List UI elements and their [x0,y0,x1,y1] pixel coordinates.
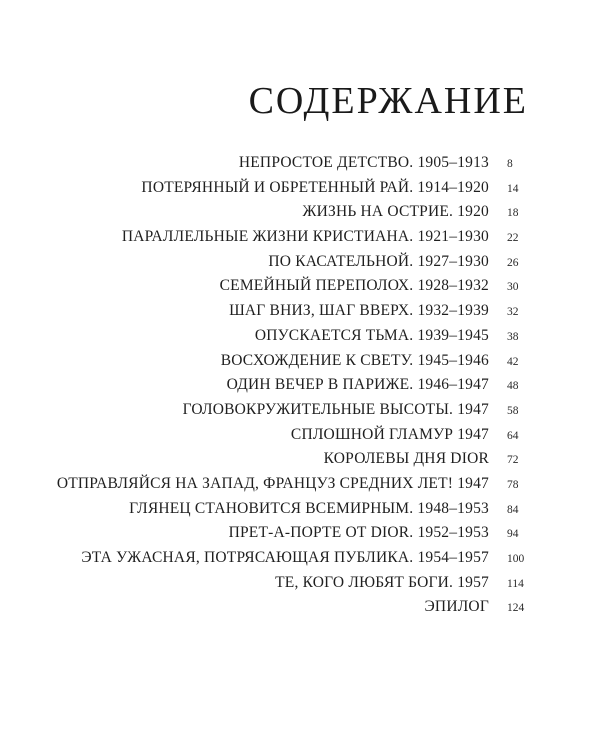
toc-entry-title: ПОТЕРЯННЫЙ И ОБРЕТЕННЫЙ РАЙ. 1914–1920 [141,178,489,196]
toc-entry-title: СПЛОШНОЙ ГЛАМУР 1947 [290,425,489,443]
toc-entry [0,497,600,522]
page-title: СОДЕРЖАНИЕ [248,80,528,122]
toc-entry-page-number: 18 [507,207,519,220]
table-of-contents [0,151,600,620]
toc-entry-page-number: 114 [507,577,524,590]
toc-entry-page-number: 78 [507,478,519,491]
toc-entry-page-number: 58 [507,404,519,417]
toc-entry-title: СЕМЕЙНЫЙ ПЕРЕПОЛОХ. 1928–1932 [219,277,489,295]
toc-entry-page-number: 22 [507,232,519,245]
toc-entry [0,447,600,472]
toc-entry-page-number: 30 [507,281,519,294]
toc-entry-title: ШАГ ВНИЗ, ШАГ ВВЕРХ. 1932–1939 [229,302,489,320]
toc-entry-title: ГОЛОВОКРУЖИТЕЛЬНЫЕ ВЫСОТЫ. 1947 [182,400,489,418]
toc-entry-title: ЭТА УЖАСНАЯ, ПОТРЯСАЮЩАЯ ПУБЛИКА. 1954–1957 [81,549,489,566]
toc-entry [0,595,600,620]
toc-entry-title: ЖИЗНЬ НА ОСТРИЕ. 1920 [302,203,489,221]
toc-entry-title: ЭПИЛОГ [424,598,489,616]
toc-entry [0,151,600,176]
toc-entry-page-number: 84 [507,503,519,516]
toc-entry-page-number: 42 [507,355,519,368]
toc-entry [0,546,600,571]
toc-entry-title: ОТПРАВЛЯЙСЯ НА ЗАПАД, ФРАНЦУЗ СРЕДНИХ ЛЕТ! 1947 [56,474,489,492]
toc-entry-title: ВОСХОЖДЕНИЕ К СВЕТУ. 1945–1946 [220,351,489,369]
toc-entry-page-number: 64 [507,429,519,442]
toc-entry [0,225,600,250]
toc-entry [0,274,600,299]
toc-entry [0,571,600,596]
toc-entry [0,373,600,398]
toc-entry [0,299,600,324]
toc-entry [0,324,600,349]
toc-entry-title: ПО КАСАТЕЛЬНОЙ. 1927–1930 [268,252,489,270]
toc-entry-page-number: 124 [507,602,525,615]
toc-entry [0,176,600,201]
toc-entry [0,349,600,374]
toc-entry-title: ОПУСКАЕТСЯ ТЬМА. 1939–1945 [254,326,489,344]
toc-entry-page-number: 26 [507,256,519,269]
toc-entry [0,521,600,546]
toc-entry-page-number: 72 [507,454,519,467]
toc-entry-title: ОДИН ВЕЧЕР В ПАРИЖЕ. 1946–1947 [226,376,489,394]
toc-entry [0,472,600,497]
toc-entry-page-number: 100 [507,553,525,565]
toc-entry-page-number: 94 [507,528,519,541]
toc-entry-title: ТЕ, КОГО ЛЮБЯТ БОГИ. 1957 [275,573,489,591]
toc-entry-title: ГЛЯНЕЦ СТАНОВИТСЯ ВСЕМИРНЫМ. 1948–1953 [129,499,489,517]
toc-entry-page-number: 32 [507,306,519,319]
toc-entry-title: КОРОЛЕВЫ ДНЯ DIOR [323,450,489,468]
toc-entry-page-number: 38 [507,330,519,343]
toc-entry-page-number: 8 [507,158,513,170]
toc-entry-title: НЕПРОСТОЕ ДЕТСТВО. 1905–1913 [238,154,489,171]
toc-entry-page-number: 48 [507,380,519,393]
toc-entry [0,250,600,275]
toc-entry [0,398,600,423]
toc-entry-page-number: 14 [507,182,519,195]
toc-entry [0,200,600,225]
toc-entry-title: ПРЕТ-А-ПОРТЕ ОТ DIOR. 1952–1953 [228,524,489,542]
toc-entry-title: ПАРАЛЛЕЛЬНЫЕ ЖИЗНИ КРИСТИАНА. 1921–1930 [121,228,489,246]
toc-entry [0,423,600,448]
